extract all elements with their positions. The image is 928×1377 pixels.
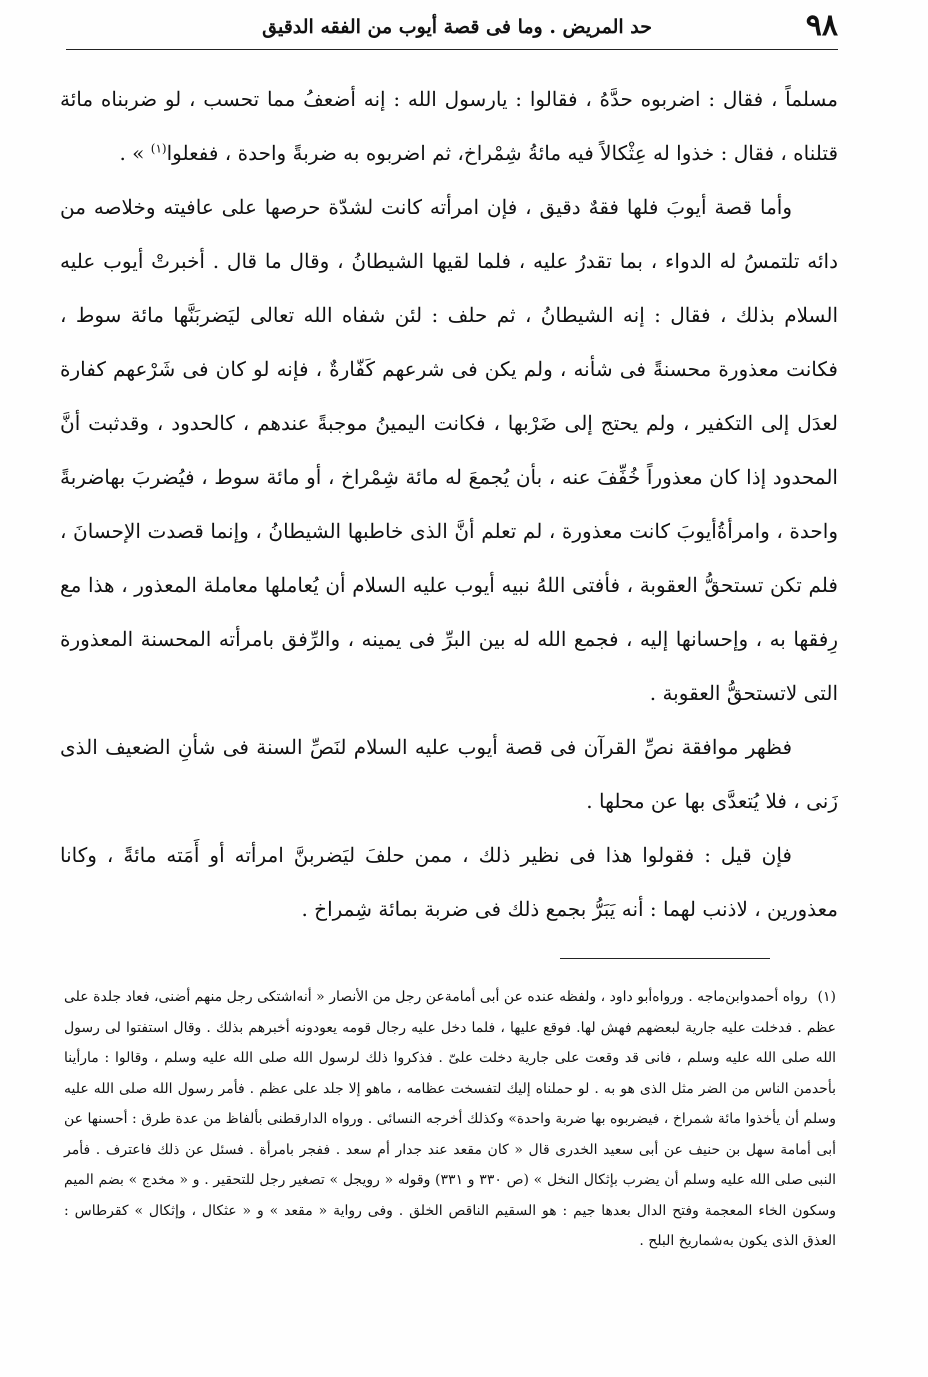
- page-header: [66, 6, 838, 46]
- footnote-rule: [560, 958, 770, 959]
- footnote: [64, 982, 836, 1257]
- main-text: [60, 72, 838, 936]
- footnote-text: رواه أحمدوابن‌ماجه . ورواه‌أبو داود ، ولفظه عنده عن أبى أمامةعن رجل من الأنصار « أنه‌اشتكى رجل منهم أضنى، فعاد جلدة على عظم . فدخلت عليه جارية لبعضهم فهش لها. فوقع عليها ، فلما دخل عليه رجال قومه يعودونه أخبرهم بذلك . وقال استفتوا لى رسول الله صلى الله عليه وسلم ، فانى قد وقعت على جارية دخلت علىّ . فذكروا ذلك لرسول الله صلى الله عليه وسلم ، وقالوا : مارأينا بأحدمن الناس من الضر مثل الذى هو به . لو حملناه إليك لتفسخت عظامه ، ماهو إلا جلد على عظم . فأمر رسول الله صلى الله عليه وسلم أن يأخذوا مائة شمراخ ، فيضربوه بها ضربة واحدة» وكذلك أخرجه النسائى . ورواه الدارقطنى بألفاظ من عدة طرق : أحسنها عن أبى أمامة سهل بن حنيف عن أبى سعيد الخدرى قال « كان مقعد عند جدار أم سعد . ففجر بامرأة . فسئل عن ذلك فاعترف . فأمر النبى صلى الله عليه وسلم أن يضرب بإثكال النخل » (ص ٣٣٠ و ٣٣١) وقوله « رويجل » تصغير رجل للتحقير . و « مخدج » بضم الميم وسكون الخاء المعجمة وفتح الدال بعدها جيم : هو السقيم الناقص الخلق . وفى رواية « مقعد » و « عثكال ، وإثكال » كقرطاس : العذق الذى يكون به‌شماريخ البلح .: [64, 989, 836, 1249]
- running-title: حد المريض . وما فى قصة أيوب من الفقه الدقيق: [262, 16, 652, 38]
- footnote-reference[interactable]: (١): [150, 141, 167, 156]
- paragraph-1-text: مسلماً ، فقال : اضربوه حدَّهُ ، فقالوا : يارسول الله : إنه أضعفُ مما تحسب ، لو ضربناه مائة قتلناه ، فقال : خذوا له عِثْكالاً فيه مائةُ شِمْراخ، ثم اضربوه به ضربةً واحدة ، ففعلوا: [60, 87, 838, 165]
- paragraph-1-end: » .: [119, 141, 151, 165]
- page-number: ٩٨: [805, 8, 838, 43]
- paragraph-2: وأما قصة أيوبَ فلها فقهٌ دقيق ، فإن امرأته كانت لشدّة حرصها على عافيته وخلاصه من دائه تلتمسُ له الدواء ، بما تقدرُ عليه ، فلما لقيها الشيطانُ ، وقال ما قال . أخبرتْ أيوب عليه السلام بذلك ، فقال : إنه الشيطانُ ، ثم حلف : لئن شفاه الله تعالى ليَضربَنَّها مائة سوط ، فكانت معذورة محسنةً فى شأنه ، ولم يكن فى شرعهم كَفّارةٌ ، فإنه لو كان فى شَرْعهم كفارة لعدَل إلى التكفير ، ولم يحتج إلى ضَرْبها ، فكانت اليمينُ موجبةً عندهم ، كالحدود ، وقدثبت أنَّ المحدود إذا كان معذوراً خُفِّفَ عنه ، بأن يُجمعَ له مائة شِمْراخ ، أو مائة سوط ، فيُضربَ بهاضربةً واحدة ، وامرأةُأيوبَ كانت معذورة ، لم تعلم أنَّ الذى خاطبها الشيطانُ ، وإنما قصدت الإحسانَ ، فلم تكن تستحقُّ العقوبة ، فأفتى اللهُ نبيه أيوب عليه السلام أن يُعاملها معاملة المعذور ، هذا مع رِفقها به ، وإحسانها إليه ، فجمع الله له بين البرِّ فى يمينه ، والرِّفق بامرأته المحسنة المعذورة التى لاتستحقُّ العقوبة .: [60, 195, 838, 705]
- paragraph-4: فإن قيل : فقولوا هذا فى نظير ذلك ، ممن حلفَ ليَضربنَّ امرأته أو أَمَته مائةً ، وكانا معذورين ، لاذنب لهما : أنه يَبَرُّ بجمع ذلك فى ضربة بمائة شِمراخ .: [60, 843, 838, 921]
- header-rule: [66, 49, 838, 50]
- paragraph-1: [60, 72, 838, 180]
- footnote-1: [64, 982, 836, 1257]
- footnote-label: (١): [817, 989, 836, 1005]
- paragraph-3: فظهر موافقة نصِّ القرآن فى قصة أيوب عليه السلام لنَصِّ السنة فى شأنِ الضعيف الذى زَنى ، فلا يُتعدَّى بها عن محلها .: [60, 735, 838, 813]
